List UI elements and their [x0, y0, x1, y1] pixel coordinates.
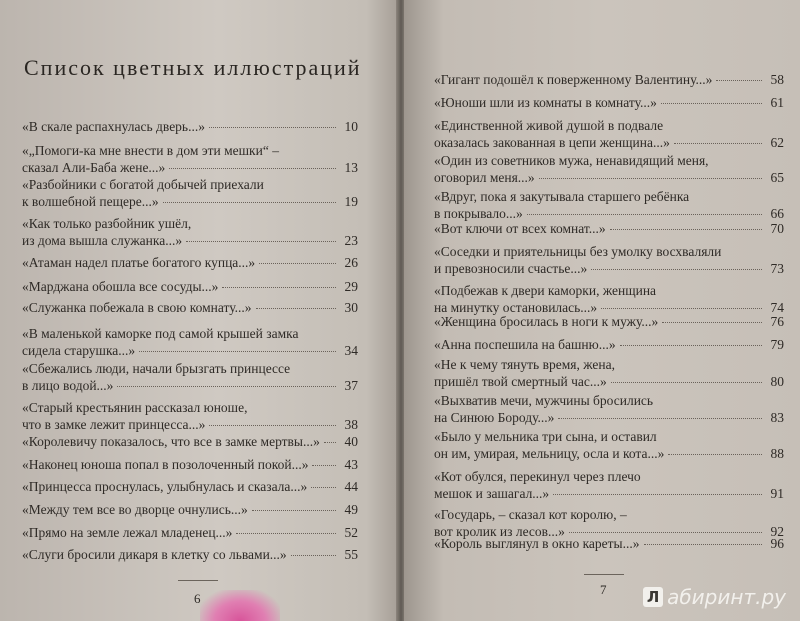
toc-entry-text: «Выхватив мечи, мужчины бросились — [434, 393, 654, 408]
toc-entry — [22, 254, 358, 271]
leader-dots — [169, 168, 336, 169]
leader-dots — [291, 555, 336, 556]
toc-entry — [434, 428, 784, 462]
leader-dots — [209, 425, 336, 426]
toc-entry-text: в лицо водой...» — [22, 378, 114, 393]
toc-entry-text: он им, умирая, мельницу, осла и кота...» — [434, 446, 665, 461]
leader-dots — [139, 351, 336, 352]
toc-entry — [22, 278, 358, 295]
toc-page-number: 37 — [344, 378, 358, 393]
leader-dots — [569, 532, 762, 533]
leader-dots — [252, 510, 336, 511]
toc-entry — [22, 399, 358, 433]
leader-dots — [186, 241, 336, 242]
toc-entry — [434, 71, 784, 88]
leader-dots — [539, 178, 762, 179]
toc-page-number: 88 — [770, 446, 784, 461]
leader-dots — [163, 202, 336, 203]
toc-page-number: 49 — [344, 502, 358, 517]
folio-rule — [178, 580, 218, 581]
toc-entry-text: «Один из советников мужа, ненавидящий меня, — [434, 153, 709, 168]
toc-entry-text: вот кролик из лесов...» — [434, 524, 565, 539]
toc-entry — [434, 117, 784, 151]
toc-page-number: 70 — [770, 221, 784, 236]
toc-entry-text: «Гигант подошёл к поверженному Валентину...» — [434, 72, 713, 87]
toc-entry-text: «Женщина бросилась в ноги к мужу...» — [434, 314, 659, 329]
toc-entry-text: «„Помоги-ка мне внести в дом эти мешки“ – — [22, 143, 279, 158]
toc-page-number: 44 — [344, 479, 358, 494]
toc-page-number: 74 — [770, 300, 784, 315]
toc-entry-text: пришёл твой смертный час...» — [434, 374, 607, 389]
toc-page-number: 23 — [344, 233, 358, 248]
toc-entry — [434, 313, 784, 330]
toc-entry-text: «Соседки и приятельницы без умолку восхваляли — [434, 244, 722, 259]
toc-entry — [22, 478, 358, 495]
toc-page-number: 73 — [770, 261, 784, 276]
toc-entry-text: к волшебной пещере...» — [22, 194, 159, 209]
toc-entry-text: «Слуги бросили дикаря в клетку со львами...» — [22, 547, 287, 562]
toc-entry-text: «Сбежались люди, начали брызгать принцессе — [22, 361, 291, 376]
toc-page-number: 40 — [344, 434, 358, 449]
toc-page-number: 29 — [344, 279, 358, 294]
toc-entry — [434, 220, 784, 237]
leader-dots — [256, 308, 336, 309]
toc-entry-text: «Единственной живой душой в подвале — [434, 118, 664, 133]
toc-page-number: 96 — [770, 536, 784, 551]
leader-dots — [553, 494, 762, 495]
toc-entry-text: «Вот ключи от всех комнат...» — [434, 221, 606, 236]
toc-entry — [434, 535, 784, 552]
toc-entry-text: «Служанка побежала в свою комнату...» — [22, 300, 252, 315]
toc-entry-text: и превозносили счастье...» — [434, 261, 588, 276]
toc-page-number: 91 — [770, 486, 784, 501]
thumb-shadow — [200, 590, 280, 621]
toc-entry-text: «Королевичу показалось, что все в замке мертвы...» — [22, 434, 320, 449]
toc-entry-text: мешок и зашагал...» — [434, 486, 550, 501]
toc-entry — [434, 94, 784, 111]
leader-dots — [311, 487, 336, 488]
leader-dots — [591, 269, 762, 270]
toc-page-number: 30 — [344, 300, 358, 315]
toc-entry-text: «Наконец юноша попал в позолоченный покой...» — [22, 457, 309, 472]
left-page — [0, 0, 398, 621]
toc-entry — [22, 546, 358, 563]
toc-entry-text: «Вдруг, пока я закутывала старшего ребёнка — [434, 189, 690, 204]
leader-dots — [527, 214, 762, 215]
toc-entry — [22, 325, 358, 359]
toc-entry — [434, 188, 784, 222]
leader-dots — [662, 322, 762, 323]
toc-page-number: 92 — [770, 524, 784, 539]
toc-page-number: 19 — [344, 194, 358, 209]
toc-entry — [22, 142, 358, 176]
leader-dots — [611, 382, 762, 383]
leader-dots — [222, 287, 336, 288]
toc-entry — [22, 524, 358, 541]
leader-dots — [674, 143, 762, 144]
toc-entry — [22, 433, 358, 450]
page-title: Список цветных иллюстраций — [24, 55, 362, 80]
toc-page-number: 34 — [344, 343, 358, 358]
leader-dots — [312, 465, 336, 466]
leader-dots — [610, 229, 762, 230]
toc-entry — [434, 282, 784, 316]
toc-entry-text: «В маленькой каморке под самой крышей замка — [22, 326, 299, 341]
leader-dots — [601, 308, 762, 309]
toc-entry-text: на Синюю Бороду...» — [434, 410, 555, 425]
toc-page-number: 80 — [770, 374, 784, 389]
toc-page-number: 38 — [344, 417, 358, 432]
watermark — [643, 585, 786, 609]
toc-entry — [434, 152, 784, 186]
toc-page-number: 43 — [344, 457, 358, 472]
toc-entry-text: оговорил меня...» — [434, 170, 535, 185]
toc-page-number: 13 — [344, 160, 358, 175]
watermark-text: абиринт.ру — [667, 585, 786, 609]
leader-dots — [644, 544, 763, 545]
toc-page-number: 61 — [770, 95, 784, 110]
toc-entry-text: «Кот обулся, перекинул через плечо — [434, 469, 641, 484]
toc-entry-text: «Как только разбойник ушёл, — [22, 216, 192, 231]
toc-entry — [22, 360, 358, 394]
folio-rule — [584, 574, 624, 575]
labirint-logo-icon: Л — [643, 587, 663, 607]
toc-entry-text: оказалась закованная в цепи женщина...» — [434, 135, 670, 150]
toc-entry-text: «Подбежав к двери каморки, женщина — [434, 283, 657, 298]
toc-page-number: 66 — [770, 206, 784, 221]
toc-entry — [22, 501, 358, 518]
toc-entry-text: «Марджана обошла все сосуды...» — [22, 279, 219, 294]
toc-entry-text: «Государь, – сказал кот королю, – — [434, 507, 627, 522]
leader-dots — [716, 80, 762, 81]
page-number: 7 — [600, 582, 607, 597]
leader-dots — [259, 263, 336, 264]
toc-entry-text: в покрывало...» — [434, 206, 523, 221]
toc-entry-text: из дома вышла служанка...» — [22, 233, 183, 248]
toc-page-number: 65 — [770, 170, 784, 185]
toc-entry-text: «Не к чему тянуть время, жена, — [434, 357, 615, 372]
toc-page-number: 76 — [770, 314, 784, 329]
toc-page-number: 58 — [770, 72, 784, 87]
toc-entry — [22, 215, 358, 249]
leader-dots — [117, 386, 336, 387]
leader-dots — [209, 127, 336, 128]
toc-entry — [22, 118, 358, 135]
toc-entry — [22, 299, 358, 316]
toc-entry — [22, 176, 358, 210]
toc-entry-text: «Принцесса проснулась, улыбнулась и сказала...» — [22, 479, 308, 494]
right-page — [404, 0, 800, 621]
leader-dots — [661, 103, 762, 104]
toc-entry-text: «Юноши шли из комнаты в комнату...» — [434, 95, 657, 110]
leader-dots — [236, 533, 336, 534]
leader-dots — [620, 345, 762, 346]
toc-entry-text: «Разбойники с богатой добычей приехали — [22, 177, 264, 192]
toc-entry — [434, 392, 784, 426]
toc-entry-text: «В скале распахнулась дверь...» — [22, 119, 205, 134]
toc-page-number: 10 — [344, 119, 358, 134]
toc-entry — [22, 456, 358, 473]
toc-entry-text: что в замке лежит принцесса...» — [22, 417, 206, 432]
toc-entry-text: сказал Али-Баба жене...» — [22, 160, 166, 175]
toc-page-number: 52 — [344, 525, 358, 540]
toc-entry-text: «Между тем все во дворце очнулись...» — [22, 502, 248, 517]
toc-page-number: 55 — [344, 547, 358, 562]
toc-page-number: 83 — [770, 410, 784, 425]
page-number: 6 — [194, 591, 201, 606]
toc-entry — [434, 336, 784, 353]
toc-entry-text: «Атаман надел платье богатого купца...» — [22, 255, 256, 270]
leader-dots — [324, 442, 336, 443]
toc-page-number: 26 — [344, 255, 358, 270]
toc-entry-text: сидела старушка...» — [22, 343, 136, 358]
toc-entry-text: «Прямо на земле лежал младенец...» — [22, 525, 233, 540]
toc-entry-text: «Анна поспешила на башню...» — [434, 337, 616, 352]
toc-entry-text: «Король выглянул в окно кареты...» — [434, 536, 640, 551]
toc-page-number: 79 — [770, 337, 784, 352]
toc-entry — [434, 468, 784, 502]
toc-entry — [434, 243, 784, 277]
toc-page-number: 62 — [770, 135, 784, 150]
toc-entry-text: «Старый крестьянин рассказал юноше, — [22, 400, 248, 415]
toc-entry — [434, 356, 784, 390]
toc-entry-text: «Было у мельника три сына, и оставил — [434, 429, 657, 444]
toc-entry-text: на минутку остановилась...» — [434, 300, 598, 315]
leader-dots — [668, 454, 762, 455]
leader-dots — [558, 418, 762, 419]
